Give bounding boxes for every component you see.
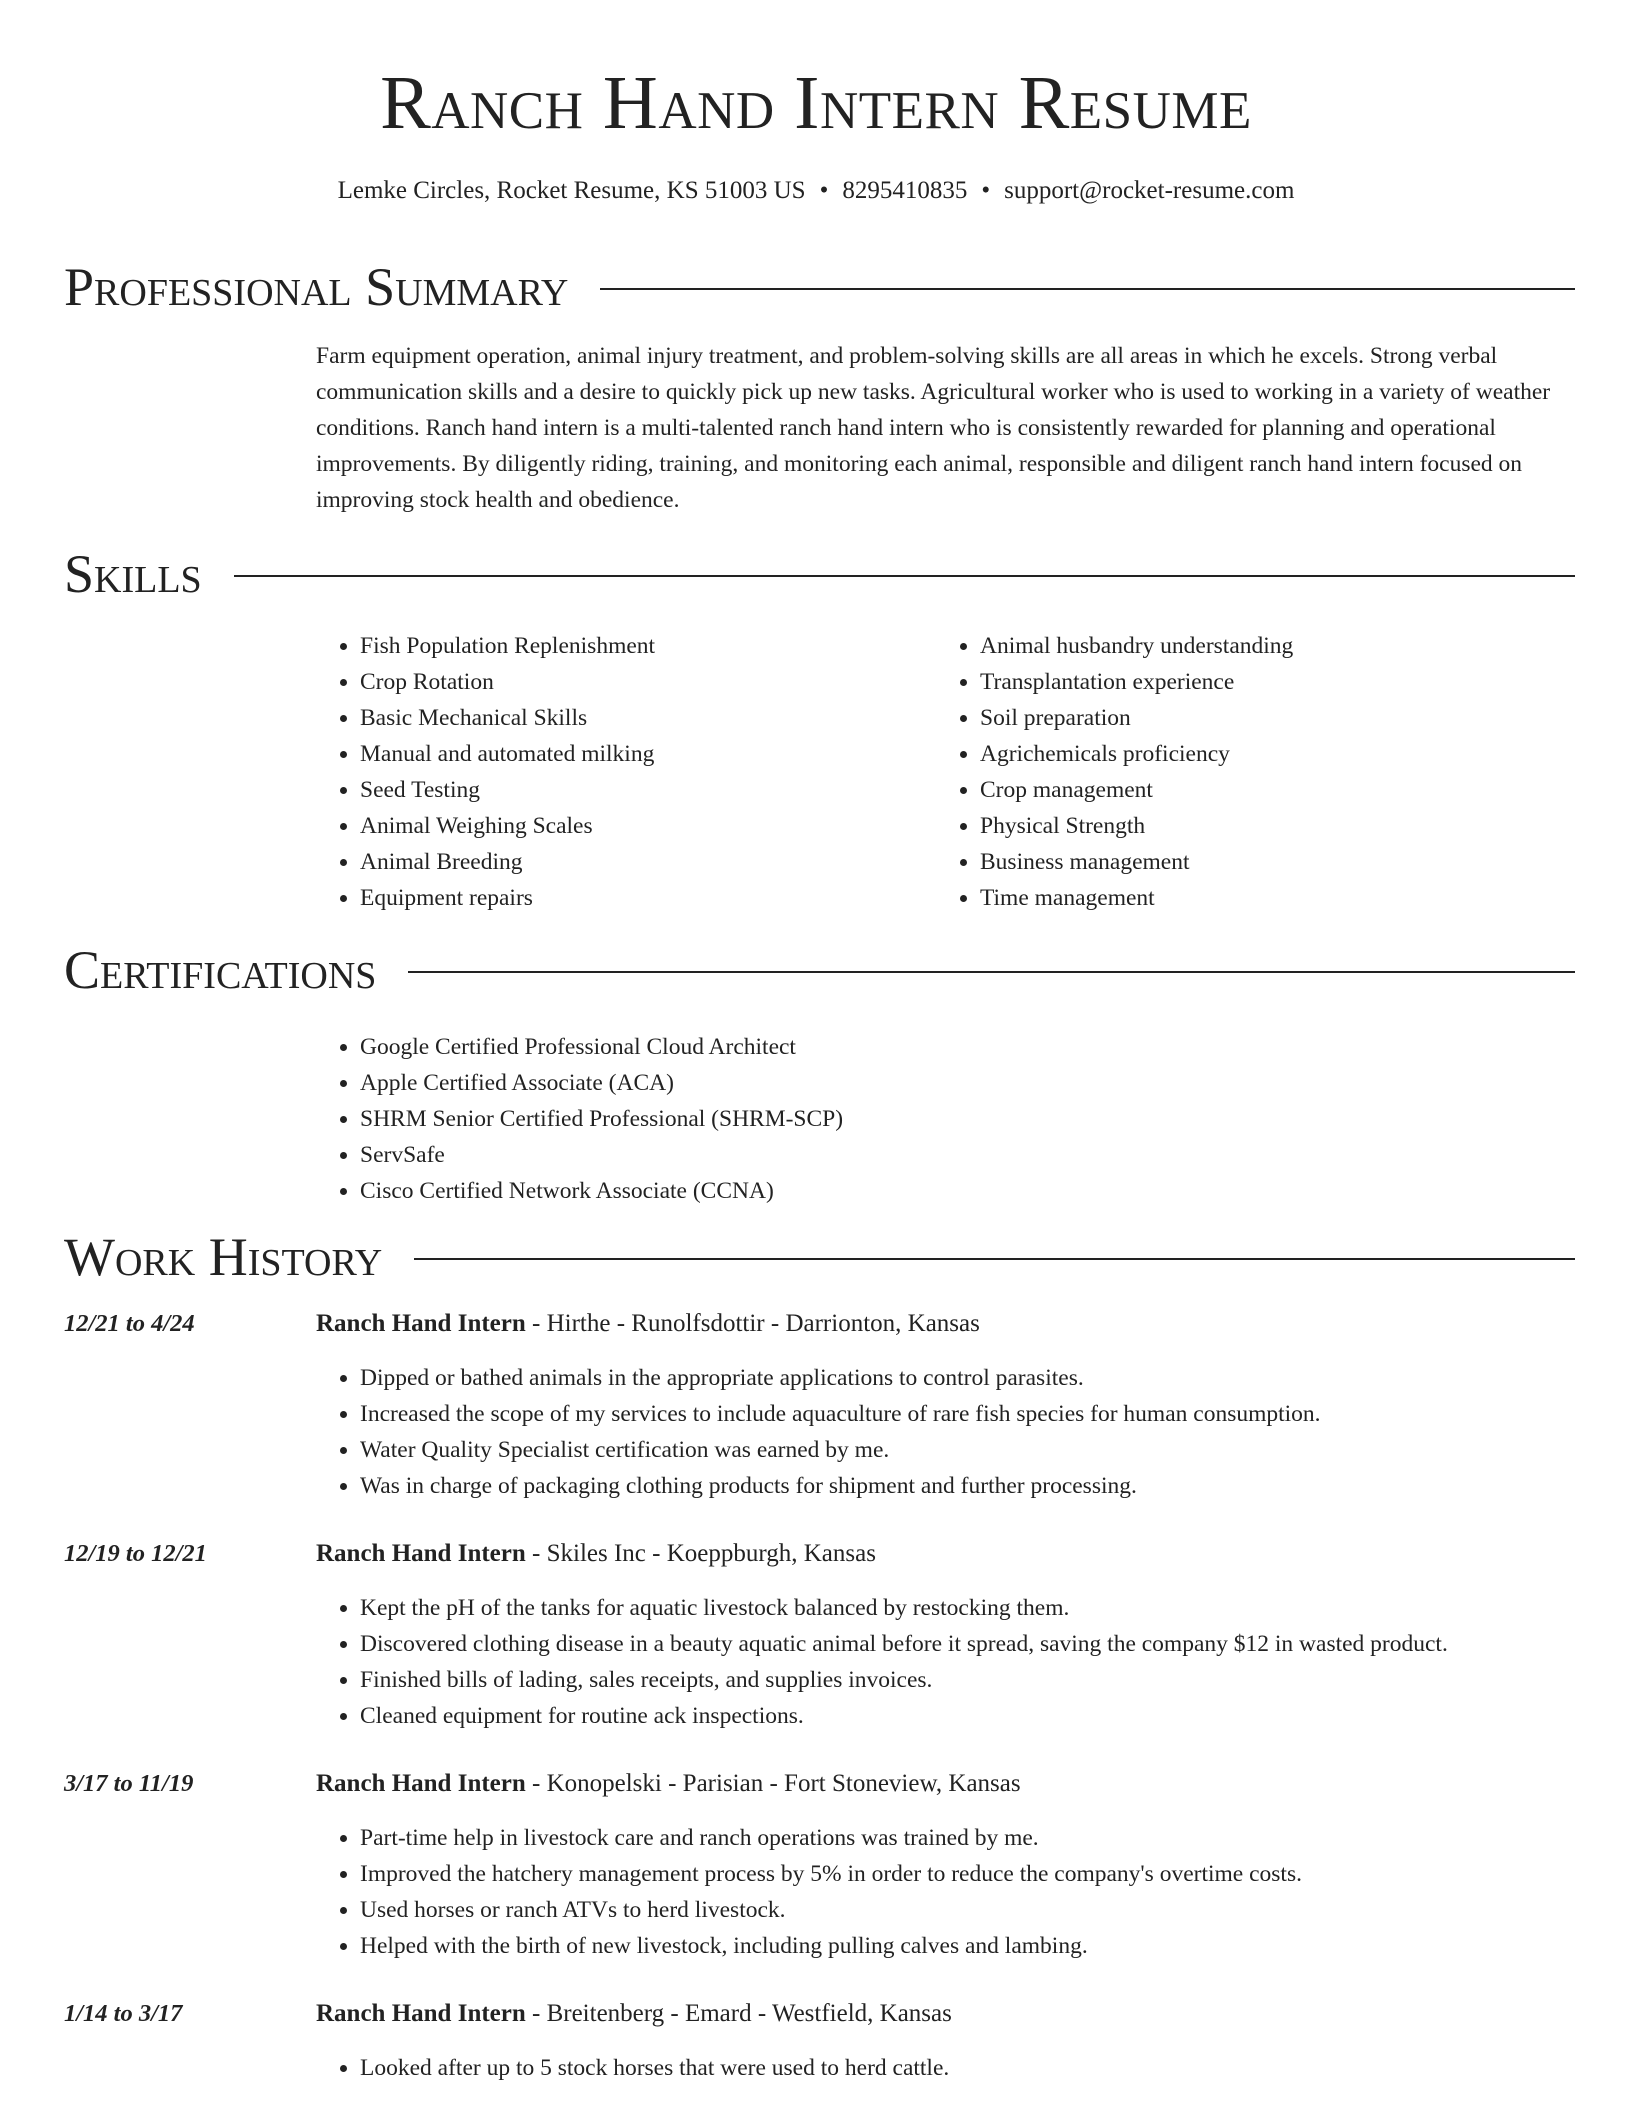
job-role: Ranch Hand Intern bbox=[316, 1770, 526, 1797]
summary-heading: Professional Summary bbox=[64, 257, 569, 317]
certifications-section-header bbox=[64, 935, 1575, 1005]
certification-item: • Apple Certified Associate (ACA) bbox=[360, 1065, 1576, 1101]
job-dates: 3/17 to 11/19 bbox=[64, 1770, 194, 1797]
skill-item: • Crop management bbox=[980, 772, 1576, 808]
skill-item: • Animal husbandry understanding bbox=[980, 628, 1576, 664]
certification-item: • SHRM Senior Certified Professional (SHRM-SCP) bbox=[360, 1101, 1576, 1137]
job-bullet: • Dipped or bathed animals in the appropriate applications to control parasites. bbox=[360, 1360, 1606, 1396]
job-title-line bbox=[316, 1536, 876, 1572]
job-employer-location: - Hirthe - Runolfsdottir - Darrionton, Kansas bbox=[525, 1310, 980, 1337]
contact-phone: 8295410835 bbox=[842, 177, 968, 204]
job-bullets bbox=[316, 1820, 1606, 1964]
section-divider bbox=[234, 575, 1575, 577]
job-entry bbox=[0, 1996, 1632, 2032]
job-role: Ranch Hand Intern bbox=[316, 2000, 526, 2027]
work-history-heading: Work History bbox=[64, 1227, 383, 1287]
job-bullets bbox=[316, 2050, 1606, 2086]
skill-item: • Manual and automated milking bbox=[360, 736, 916, 772]
job-entry bbox=[0, 1306, 1632, 1342]
skills-column-right bbox=[936, 628, 1576, 916]
skill-item: • Fish Population Replenishment bbox=[360, 628, 916, 664]
certification-item: • ServSafe bbox=[360, 1137, 1576, 1173]
skill-item: • Animal Weighing Scales bbox=[360, 808, 916, 844]
job-title-line bbox=[316, 1996, 952, 2032]
job-dates: 1/14 to 3/17 bbox=[64, 2000, 183, 2027]
skill-item: • Seed Testing bbox=[360, 772, 916, 808]
job-bullet: • Discovered clothing disease in a beauty aquatic animal before it spread, saving the company $12 in wasted product. bbox=[360, 1626, 1606, 1662]
job-title-line bbox=[316, 1766, 1021, 1802]
job-bullet: • Water Quality Specialist certification was earned by me. bbox=[360, 1432, 1606, 1468]
section-divider bbox=[600, 288, 1575, 290]
contact-email: support@rocket-resume.com bbox=[1004, 177, 1295, 204]
job-bullet: • Cleaned equipment for routine ack inspections. bbox=[360, 1698, 1606, 1734]
job-bullets bbox=[316, 1360, 1606, 1504]
job-bullet: • Was in charge of packaging clothing products for shipment and further processing. bbox=[360, 1468, 1606, 1504]
job-role: Ranch Hand Intern bbox=[316, 1540, 526, 1567]
summary-section-header bbox=[64, 252, 1575, 322]
skill-item: • Time management bbox=[980, 880, 1576, 916]
skills-heading: Skills bbox=[64, 544, 202, 604]
job-dates: 12/19 to 12/21 bbox=[64, 1540, 207, 1567]
resume-title: Ranch Hand Intern Resume bbox=[380, 61, 1252, 145]
job-bullet: • Finished bills of lading, sales receipts, and supplies invoices. bbox=[360, 1662, 1606, 1698]
certifications-heading: Certifications bbox=[64, 940, 377, 1000]
skill-item: • Business management bbox=[980, 844, 1576, 880]
job-bullet: • Helped with the birth of new livestock, including pulling calves and lambing. bbox=[360, 1928, 1606, 1964]
job-role: Ranch Hand Intern bbox=[316, 1310, 526, 1337]
skill-item: • Equipment repairs bbox=[360, 880, 916, 916]
skill-item: • Crop Rotation bbox=[360, 664, 916, 700]
contact-separator: • bbox=[819, 177, 829, 204]
skill-item: • Basic Mechanical Skills bbox=[360, 700, 916, 736]
job-dates: 12/21 to 4/24 bbox=[64, 1310, 195, 1337]
job-employer-location: - Skiles Inc - Koeppburgh, Kansas bbox=[525, 1540, 876, 1567]
skill-item: • Physical Strength bbox=[980, 808, 1576, 844]
job-bullet: • Kept the pH of the tanks for aquatic livestock balanced by restocking them. bbox=[360, 1590, 1606, 1626]
job-employer-location: - Breitenberg - Emard - Westfield, Kansas bbox=[525, 2000, 952, 2027]
contact-address: Lemke Circles, Rocket Resume, KS 51003 US bbox=[337, 177, 806, 204]
certifications-list bbox=[316, 1029, 1576, 1209]
skills-column-left bbox=[316, 628, 916, 916]
job-entry bbox=[0, 1766, 1632, 1802]
summary-text: Farm equipment operation, animal injury treatment, and problem-solving skills are all areas in which he excels. Strong verbal communication skills and a desire to quickly pick up new tasks. Agricultural worker who is used to working in a variety of weather conditions. Ranch hand intern is a multi-talented ranch hand intern who is consistently rewarded for planning and operational improvements. By diligently riding, training, and monitoring each animal, responsible and diligent ranch hand intern focused on improving stock health and obedience. bbox=[316, 343, 1551, 513]
job-employer-location: - Konopelski - Parisian - Fort Stoneview, Kansas bbox=[525, 1770, 1021, 1797]
job-title-line bbox=[316, 1306, 980, 1342]
skill-item: • Agrichemicals proficiency bbox=[980, 736, 1576, 772]
job-bullet: • Looked after up to 5 stock horses that were used to herd cattle. bbox=[360, 2050, 1606, 2086]
skills-section-header bbox=[64, 539, 1575, 609]
certification-item: • Google Certified Professional Cloud Architect bbox=[360, 1029, 1576, 1065]
skill-item: • Animal Breeding bbox=[360, 844, 916, 880]
job-bullet: • Used horses or ranch ATVs to herd livestock. bbox=[360, 1892, 1606, 1928]
job-bullet: • Increased the scope of my services to include aquaculture of rare fish species for human consumption. bbox=[360, 1396, 1606, 1432]
work-history-section-header bbox=[64, 1222, 1575, 1292]
contact-separator: • bbox=[981, 177, 991, 204]
skill-item: • Soil preparation bbox=[980, 700, 1576, 736]
job-bullets bbox=[316, 1590, 1606, 1734]
job-bullet: • Improved the hatchery management process by 5% in order to reduce the company's overtime costs. bbox=[360, 1856, 1606, 1892]
certification-item: • Cisco Certified Network Associate (CCNA) bbox=[360, 1173, 1576, 1209]
skill-item: • Transplantation experience bbox=[980, 664, 1576, 700]
job-entry bbox=[0, 1536, 1632, 1572]
contact-line bbox=[0, 174, 1632, 208]
section-divider bbox=[414, 1258, 1575, 1260]
job-bullet: • Part-time help in livestock care and ranch operations was trained by me. bbox=[360, 1820, 1606, 1856]
section-divider bbox=[408, 971, 1575, 973]
